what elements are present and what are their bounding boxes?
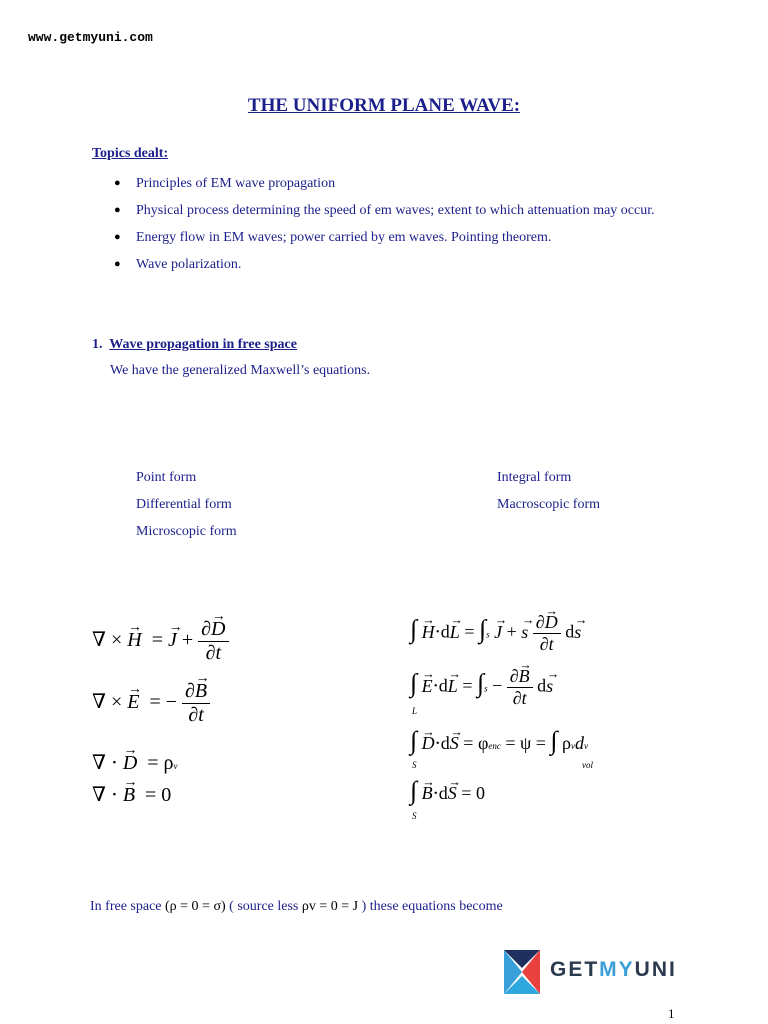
equation-gauss-integral: ∫ → D⋅d→ S = φenc = ψ = ∫ ρvdv bbox=[410, 728, 588, 754]
list-item: ● Energy flow in EM waves; power carried by em waves. Pointing theorem. bbox=[114, 230, 552, 245]
list-item: ● Principles of EM wave propagation bbox=[114, 176, 336, 191]
limit-s: S bbox=[412, 760, 417, 770]
form-label-differential: Differential form bbox=[136, 497, 232, 512]
section-intro: We have the generalized Maxwell’s equations. bbox=[110, 363, 371, 378]
form-label-point: Point form bbox=[136, 470, 197, 485]
equation-ampere-integral: ∫ → H⋅d→ L = ∫s → J + → s $\frac{\partial\to D}{\partial t}$ d→ s bbox=[410, 612, 581, 655]
equation-curl-h: ∇ × → H = → J + $\frac{\partial\to D}{\partial t}$ bbox=[92, 618, 229, 665]
logo-mark-icon bbox=[504, 950, 540, 994]
getmyuni-logo[interactable] bbox=[502, 946, 680, 998]
equation-curl-e: ∇ × → E = − $\frac{\partial\to B}{\partial t}$ bbox=[92, 680, 210, 727]
equation-div-b: ∇ ⋅ → B = 0 bbox=[92, 782, 171, 807]
free-space-text: In free space (ρ = 0 = σ) ( source less ρv = 0 = J ) these equations become bbox=[90, 899, 503, 914]
form-label-microscopic: Microscopic form bbox=[136, 524, 237, 539]
equation-faraday-integral: ∫ → E⋅d→ L = ∫s − $\frac{\partial\to B}{\partial t}$ d→ s bbox=[410, 666, 553, 709]
equation-div-d: ∇ ⋅ → D = ρv bbox=[92, 750, 178, 775]
list-item: ● Wave polarization. bbox=[114, 257, 242, 272]
limit-vol: vol bbox=[582, 760, 593, 770]
section-heading: 1. Wave propagation in free space bbox=[92, 337, 297, 352]
list-item: ● Physical process determining the speed of em waves; extent to which attenuation may occur. bbox=[114, 203, 655, 218]
page-number: 1 bbox=[668, 1006, 675, 1021]
page-title: THE UNIFORM PLANE WAVE: bbox=[247, 95, 521, 116]
site-url[interactable]: www.getmyuni.com bbox=[28, 30, 153, 45]
topics-list bbox=[92, 170, 682, 278]
topics-heading: Topics dealt: bbox=[92, 146, 169, 161]
logo-text: GETMYUNI bbox=[550, 958, 677, 981]
form-label-integral: Integral form bbox=[497, 470, 572, 485]
equation-magnetic-gauss-integral: ∫ → B⋅d→ S = 0 bbox=[410, 778, 485, 804]
form-label-macroscopic: Macroscopic form bbox=[497, 497, 601, 512]
limit-l: L bbox=[412, 706, 418, 716]
limit-s-2: S bbox=[412, 811, 417, 821]
